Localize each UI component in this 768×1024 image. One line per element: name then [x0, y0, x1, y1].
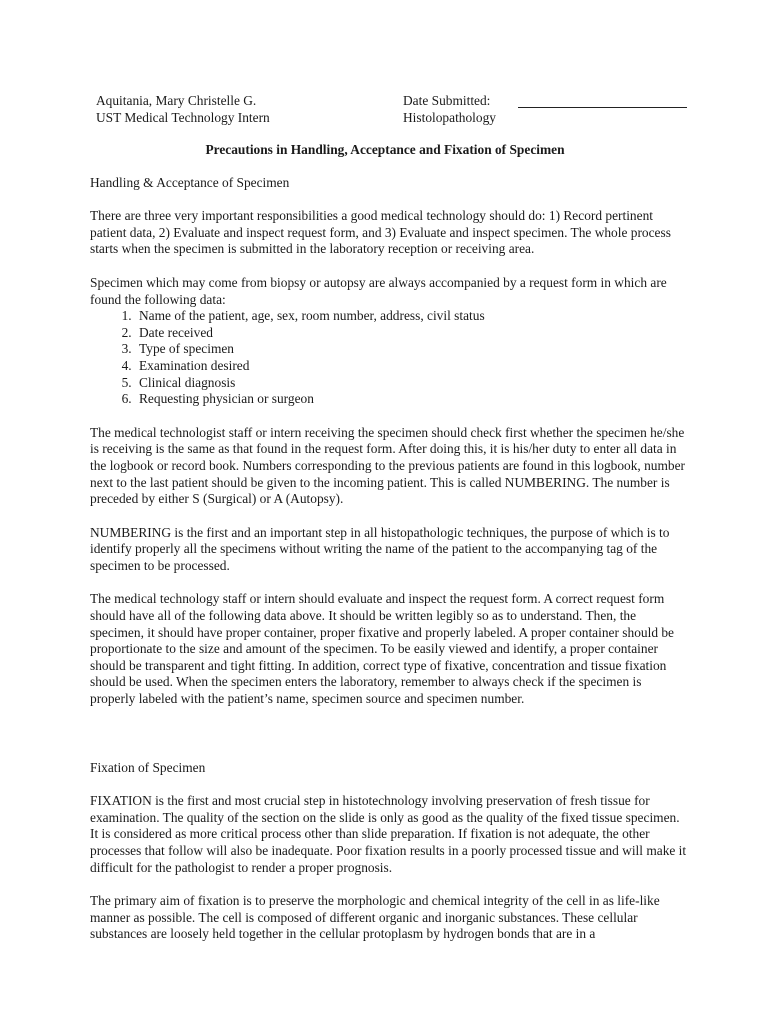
paragraph-request-form: Specimen which may come from biopsy or autopsy are always accompanied by a request form in which are found the following data:: [90, 274, 667, 307]
paragraph-fixation-aim: The primary aim of fixation is to preserve the morphologic and chemical integrity of the cell in as life-like manner as possible. The cell is composed of different organic and inorganic substances. These cellular substances are loosely held together in the cellular protoplasm by hydrogen bonds that are in a: [90, 893, 660, 942]
subject-label: Histolopathology: [403, 110, 496, 125]
request-form-data-list: [90, 308, 690, 408]
paragraph-evaluate-request: The medical technology staff or intern should evaluate and inspect the request form. A correct request form should have all of the following data above. It should be written legibly so as to understand. Then, the specimen, it should have proper container, proper fixative and properly labeled. A proper container should be proportionate to the size and amount of the specimen. To be easily viewed and identify, a proper container should be transparent and tight fitting. In addition, correct type of fixative, concentration and tissue fixation should be used. When the specimen enters the laboratory, remember to always check if the specimen is properly labeled with the patient’s name, specimen source and specimen number.: [90, 591, 674, 707]
paragraph-receiving-check: The medical technologist staff or intern receiving the specimen should check first whether the specimen he/she is receiving is the same as that found in the request form. After doing this, it is his/her duty to enter all data in the logbook or record book. Numbers corresponding to the previous patients are found in this logbook, number next to the last patient should be given to the incoming patient. This is called NUMBERING. The number is preceded by either S (Surgical) or A (Autopsy).: [90, 424, 686, 507]
paragraph-responsibilities: There are three very important responsibilities a good medical technology should do: 1) Record pertinent patient data, 2) Evaluate and inspect request form, and 3) Evaluate and inspect specimen. The whole process starts when the specimen is submitted in the laboratory reception or receiving area.: [90, 208, 671, 257]
list-item: 4. Examination desired: [135, 358, 690, 375]
document-title: Precautions in Handling, Acceptance and Fixation of Specimen: [205, 142, 565, 157]
date-submitted-blank-line: [518, 107, 687, 108]
date-submitted-label: Date Submitted:: [403, 93, 491, 108]
paragraph-fixation-definition: FIXATION is the first and most crucial step in histotechnology involving preservation of fresh tissue for examination. The quality of the section on the slide is only as good as the quality of the fixed tissue specimen. It is considered as more critical process other than slide preparation. If fixation is not adequate, the other processes that follow will also be inadequate. Poor fixation results in a poorly processed tissue and will make it difficult for the pathologist to render a proper prognosis.: [90, 793, 687, 875]
list-item: 6. Requesting physician or surgeon: [135, 391, 690, 408]
paragraph-numbering: NUMBERING is the first and an important step in all histopathologic techniques, the purpose of which is to identify properly all the specimens without writing the name of the patient to the accompanying tag of the specimen to be processed.: [90, 524, 670, 573]
document-page: [90, 93, 690, 960]
list-item: 1. Name of the patient, age, sex, room number, address, civil status: [135, 308, 690, 325]
list-item: 2. Date received: [135, 325, 690, 342]
section-heading-fixation: Fixation of Specimen: [90, 759, 206, 775]
section-spacer: [90, 725, 690, 760]
section-heading-handling: Handling & Acceptance of Specimen: [90, 174, 290, 190]
list-item: 3. Type of specimen: [135, 341, 690, 358]
author-affiliation: UST Medical Technology Intern: [96, 110, 270, 125]
author-name: Aquitania, Mary Christelle G.: [96, 93, 257, 108]
list-item: 5. Clinical diagnosis: [135, 375, 690, 392]
document-header: [90, 93, 690, 127]
